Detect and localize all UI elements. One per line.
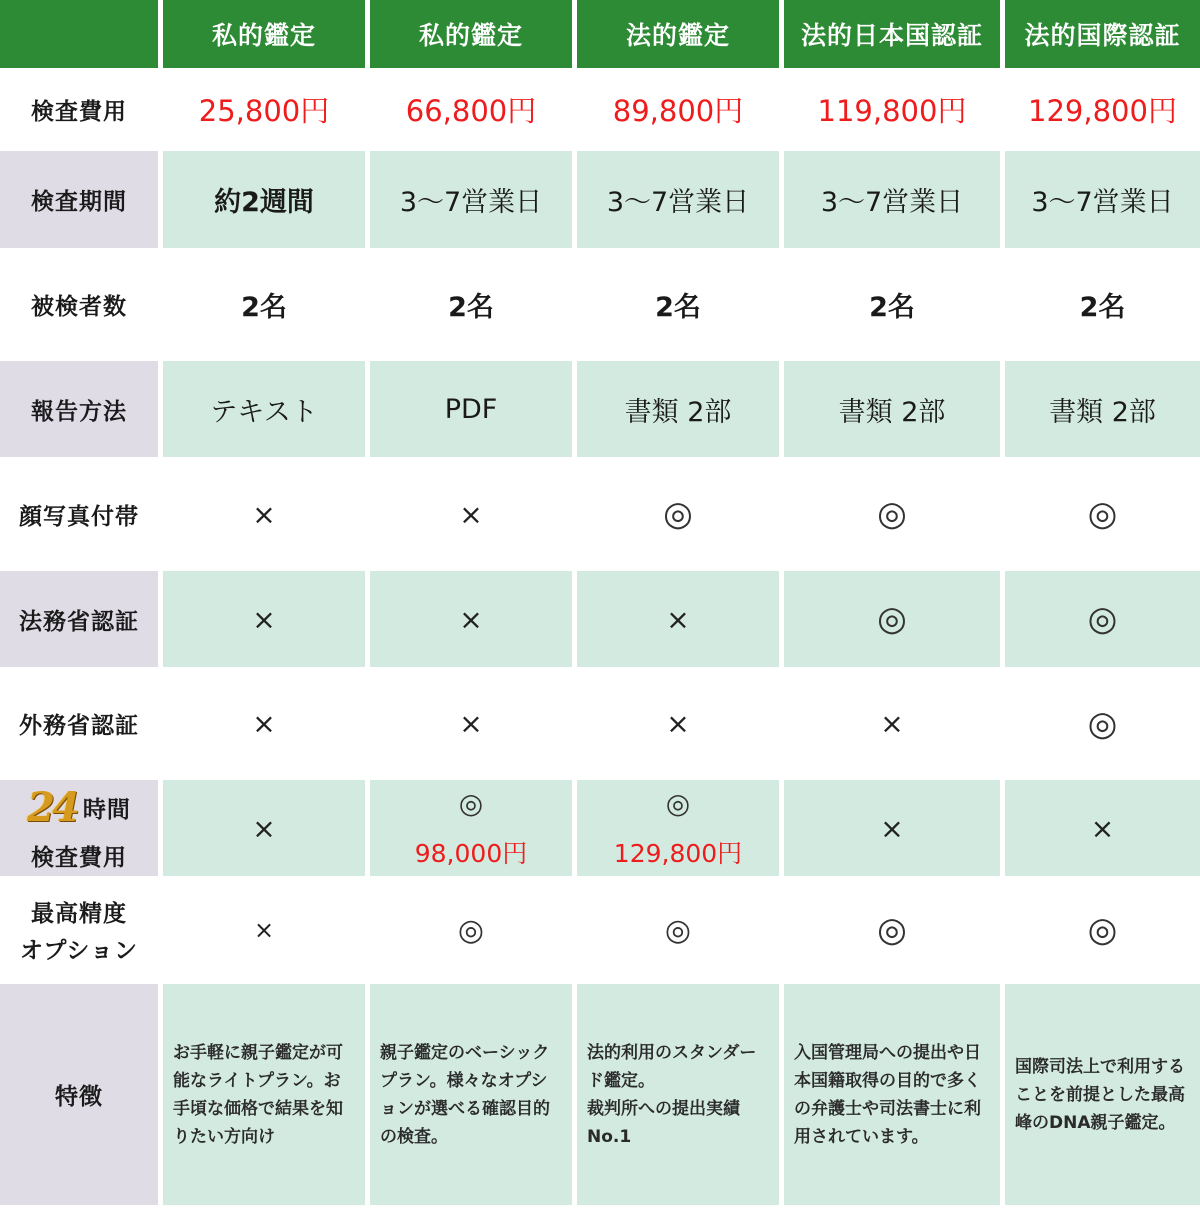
row-label-photo: 顔写真付帯: [0, 462, 163, 571]
report-value: テキスト: [163, 361, 370, 462]
precision-label-line1: 最高精度: [31, 901, 127, 927]
subjects-value: 2名: [577, 253, 784, 361]
feature-text: 国際司法上で利用することを前提とした最高峰のDNA親子鑑定。: [1005, 984, 1200, 1205]
mofa-mark: ×: [370, 672, 577, 780]
fee-value: 25,800円: [163, 73, 370, 151]
row-label-moj: 法務省認証: [0, 571, 163, 672]
row-label-precision: [0, 881, 163, 984]
moj-mark: ×: [163, 571, 370, 672]
feature-text: 法的利用のスタンダード鑑定。 裁判所への提出実績No.1: [577, 984, 784, 1205]
express-mark: ×: [163, 780, 370, 881]
row-label-express: [0, 780, 163, 881]
express-cell: [370, 780, 577, 881]
moj-mark: ×: [370, 571, 577, 672]
express-mark: ◎: [458, 786, 484, 820]
report-value: 書類 2部: [1005, 361, 1200, 462]
express-label-hours: 時間: [82, 797, 131, 823]
plan-header-legal-international: 法的国際認証: [1005, 0, 1200, 73]
row-label-report: 報告方法: [0, 361, 163, 462]
plan-header-private-2: 私的鑑定: [370, 0, 577, 73]
period-value: 3～7営業日: [577, 151, 784, 253]
subjects-value: 2名: [163, 253, 370, 361]
precision-label-line2: オプション: [20, 938, 138, 964]
mofa-mark: ×: [784, 672, 1005, 780]
feature-text: 入国管理局への提出や日本国籍取得の目的で多くの弁護士や司法書士に利用されています。: [784, 984, 1005, 1205]
express-cell: [577, 780, 784, 881]
row-label-fee: 検査費用: [0, 73, 163, 151]
photo-mark: ◎: [1005, 462, 1200, 571]
express-mark: ◎: [665, 786, 691, 820]
period-value: 3～7営業日: [370, 151, 577, 253]
photo-mark: ◎: [784, 462, 1005, 571]
express-label-fee: 検査費用: [31, 845, 127, 871]
express-mark: ×: [784, 780, 1005, 881]
photo-mark: ×: [370, 462, 577, 571]
plan-header-legal: 法的鑑定: [577, 0, 784, 73]
row-label-features: 特徴: [0, 984, 163, 1205]
subjects-value: 2名: [784, 253, 1005, 361]
subjects-value: 2名: [1005, 253, 1200, 361]
subjects-value: 2名: [370, 253, 577, 361]
moj-mark: ◎: [1005, 571, 1200, 672]
precision-mark: ◎: [577, 881, 784, 984]
mofa-mark: ◎: [1005, 672, 1200, 780]
period-value: 3～7営業日: [784, 151, 1005, 253]
precision-mark: ◎: [1005, 881, 1200, 984]
plan-header-legal-japan: 法的日本国認証: [784, 0, 1005, 73]
express-price: 98,000円: [414, 838, 528, 868]
mofa-mark: ×: [577, 672, 784, 780]
precision-mark: ◎: [784, 881, 1005, 984]
precision-mark: ◎: [370, 881, 577, 984]
feature-text: お手軽に親子鑑定が可能なライトプラン。お手頃な価格で結果を知りたい方向け: [163, 984, 370, 1205]
fee-value: 129,800円: [1005, 73, 1200, 151]
header-blank-cell: [0, 0, 163, 73]
feature-text: 親子鑑定のベーシックプラン。様々なオプションが選べる確認目的の検査。: [370, 984, 577, 1205]
express-price: 129,800円: [613, 838, 743, 868]
mofa-mark: ×: [163, 672, 370, 780]
24-hours-badge: 24: [27, 784, 77, 831]
row-label-period: 検査期間: [0, 151, 163, 253]
photo-mark: ×: [163, 462, 370, 571]
row-label-subjects: 被検者数: [0, 253, 163, 361]
precision-mark: ×: [163, 881, 370, 984]
plan-header-private-1: 私的鑑定: [163, 0, 370, 73]
report-value: 書類 2部: [784, 361, 1005, 462]
period-value: 約2週間: [163, 151, 370, 253]
report-value: PDF: [370, 361, 577, 462]
photo-mark: ◎: [577, 462, 784, 571]
moj-mark: ◎: [784, 571, 1005, 672]
express-mark: ×: [1005, 780, 1200, 881]
fee-value: 89,800円: [577, 73, 784, 151]
row-label-mofa: 外務省認証: [0, 672, 163, 780]
fee-value: 119,800円: [784, 73, 1005, 151]
express-label-top: [27, 784, 131, 831]
report-value: 書類 2部: [577, 361, 784, 462]
period-value: 3～7営業日: [1005, 151, 1200, 253]
moj-mark: ×: [577, 571, 784, 672]
fee-value: 66,800円: [370, 73, 577, 151]
